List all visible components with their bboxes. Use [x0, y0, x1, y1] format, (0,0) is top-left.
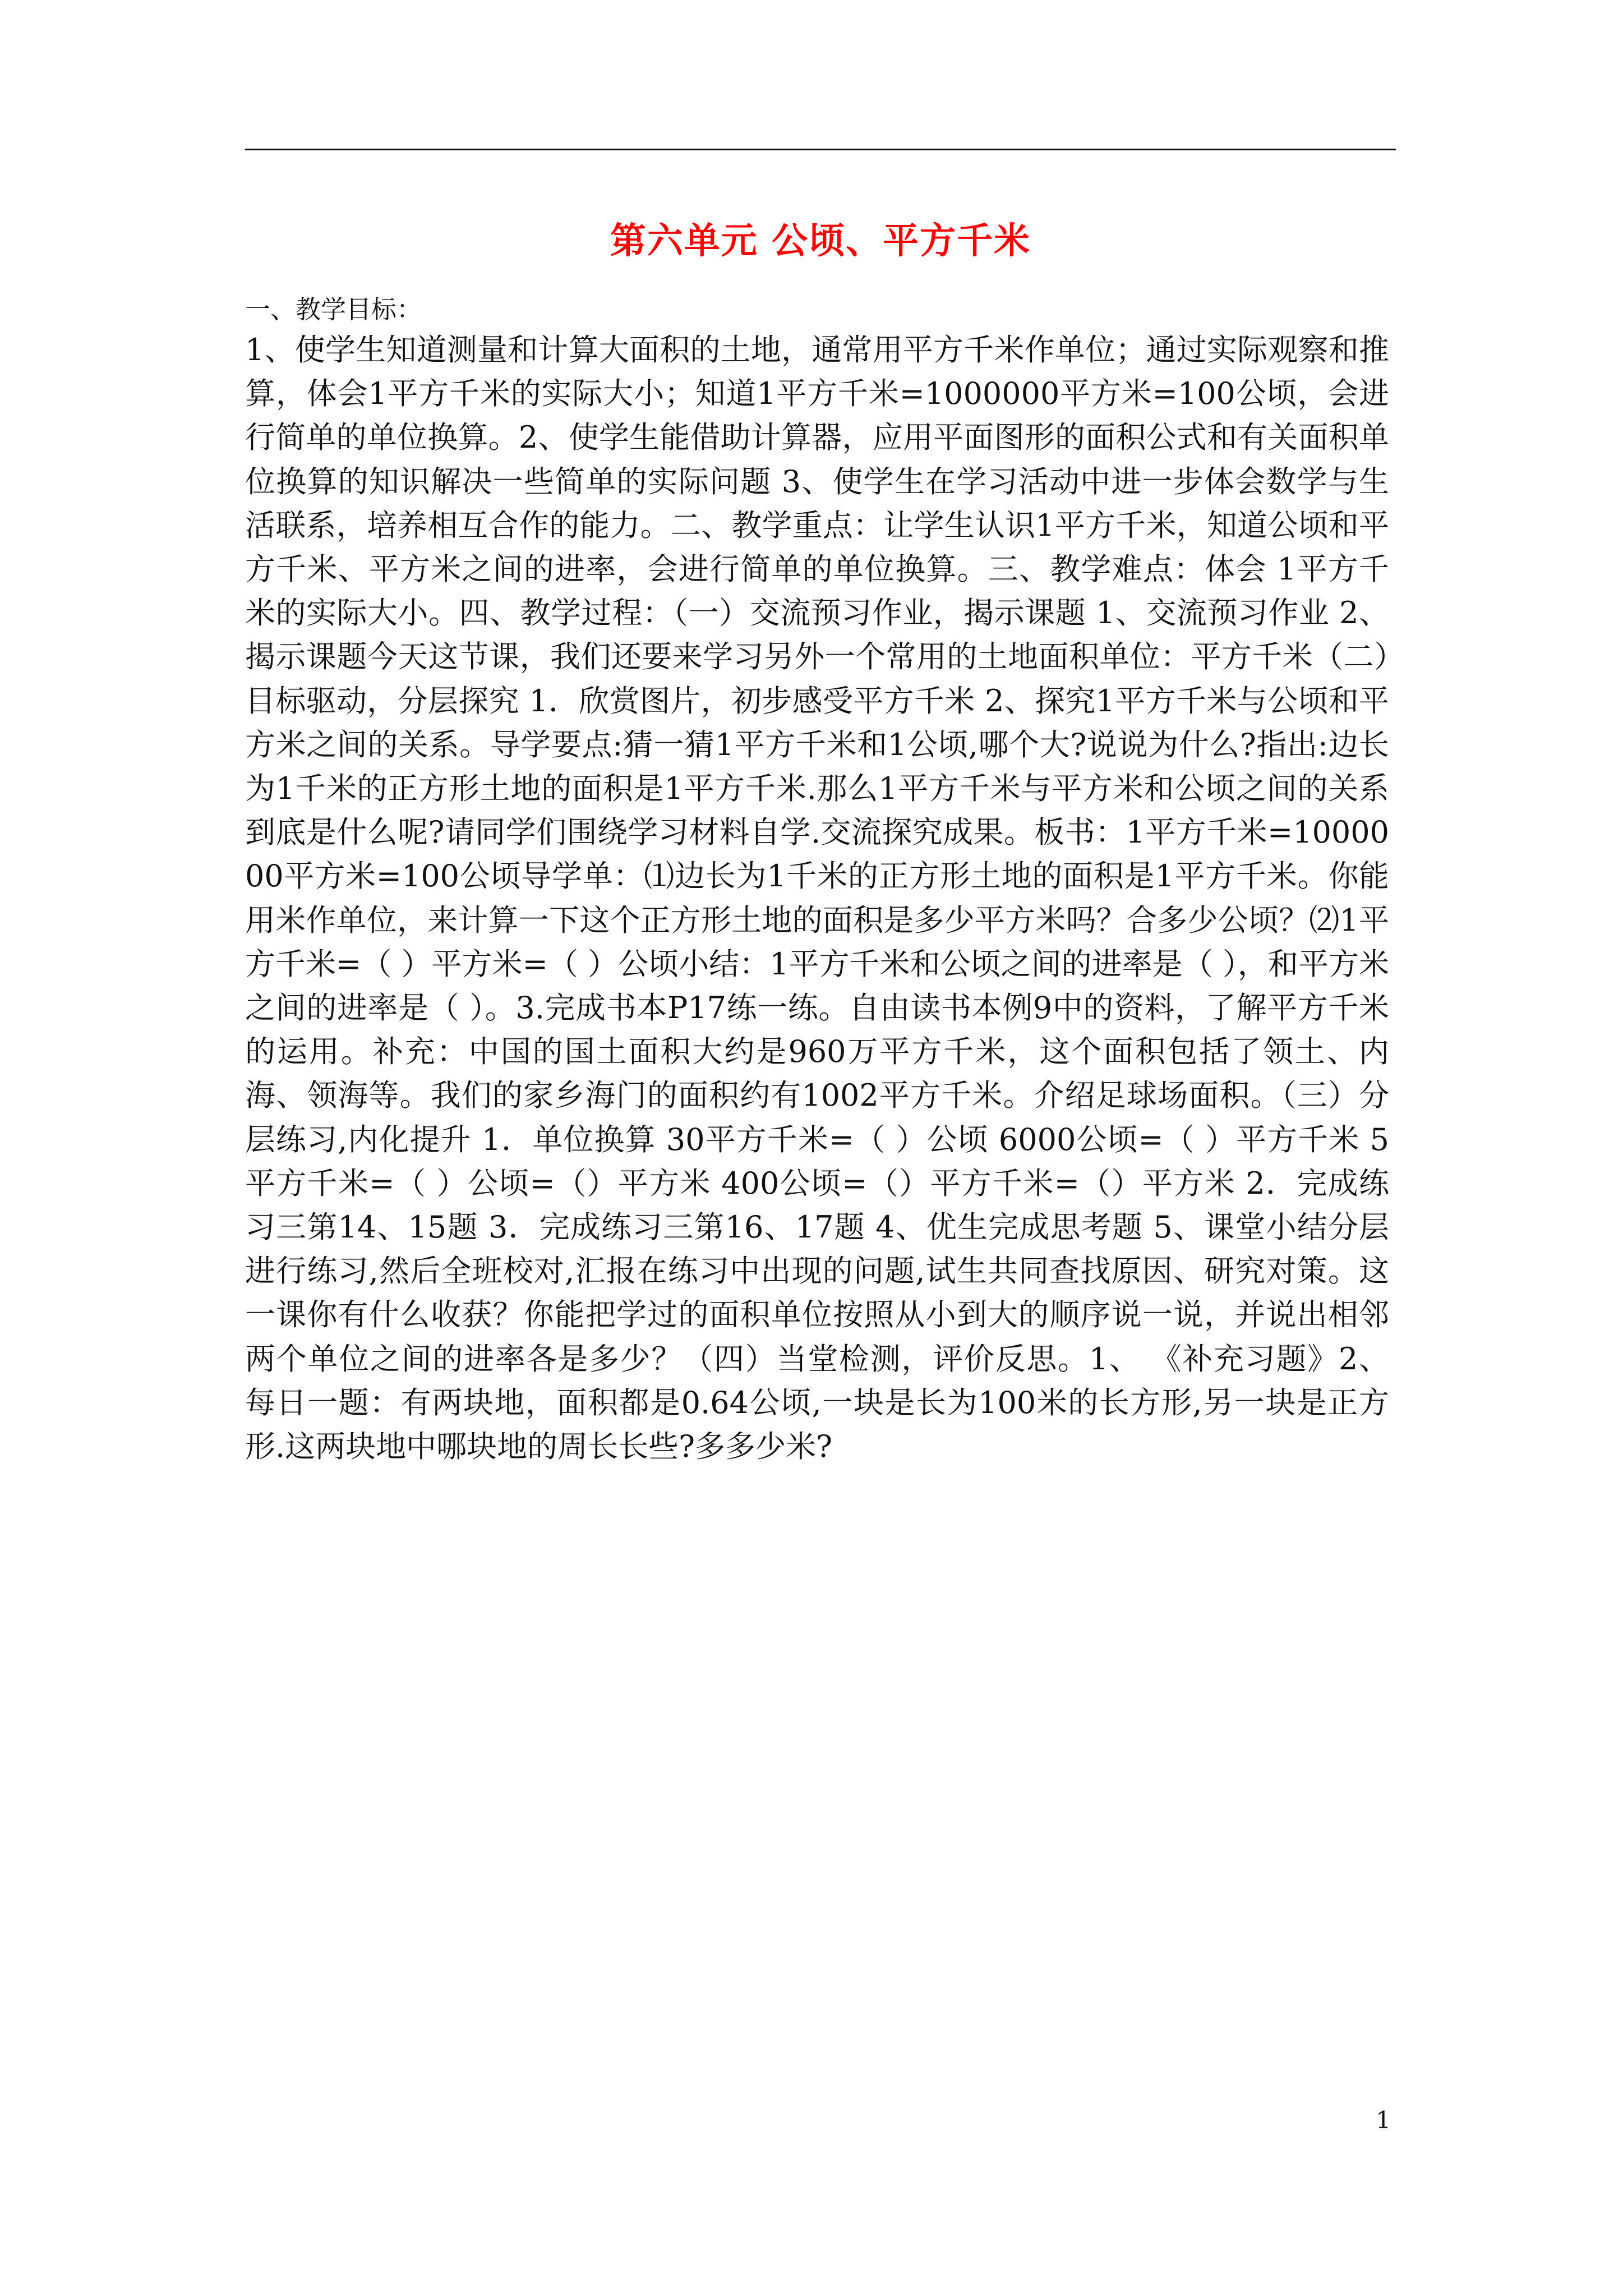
- section-heading: 一、教学目标：: [245, 295, 422, 324]
- header-rule: [245, 149, 1396, 150]
- page-number: 1: [1376, 2106, 1391, 2134]
- body-paragraph: 1、使学生知道测量和计算大面积的土地，通常用平方千米作单位；通过实际观察和推算，体会1平方千米的实际大小；知道1平方千米=1000000平方米=100公顷，会进行简单的单位换算。2、使学生能借助计算器，应用平面图形的面积公式和有关面积单位换算的知识解决一些简单的实际问题 3、使学生在学习活动中进一步体会数学与生活联系，培养相互合作的能力。二、教学重点：让学生认识1平方千米，知道公顷和平方千米、平方米之间的进率，会进行简单的单位换算。三、教学难点：体会 1平方千米的实际大小。四、教学过程：（一）交流预习作业，揭示课题 1、交流预习作业 2、揭示课题今天这节课，我们还要来学习另外一个常用的土地面积单位：平方千米（二）目标驱动，分层探究 1．欣赏图片，初步感受平方千米 2、探究1平方千米与公顷和平方米之间的关系。导学要点:猜一猜1平方千米和1公顷,哪个大?说说为什么?指出:边长为1千米的正方形土地的面积是1平方千米.那么1平方千米与平方米和公顷之间的关系到底是什么呢?请同学们围绕学习材料自学.交流探究成果。板书：1平方千米=1000000平方米=100公顷导学单：⑴边长为1千米的正方形土地的面积是1平方千米。你能用米作单位，来计算一下这个正方形土地的面积是多少平方米吗？合多少公顷？⑵1平方千米=（ ）平方米=（ ）公顷小结：1平方千米和公顷之间的进率是（ ），和平方米之间的进率是（ ）。3.完成书本P17练一练。自由读书本例9中的资料，了解平方千米的运用。补充：中国的国土面积大约是960万平方千米，这个面积包括了领土、内海、领海等。我们的家乡海门的面积约有1002平方千米。介绍足球场面积。（三）分层练习,内化提升 1．单位换算 30平方千米=（ ）公顷 6000公顷=（ ）平方千米 5平方千米=（ ）公顷=（）平方米 400公顷=（）平方千米=（）平方米 2．完成练习三第14、15题 3．完成练习三第16、17题 4、优生完成思考题 5、课堂小结分层进行练习,然后全班校对,汇报在练习中出现的问题,试生共同查找原因、研究对策。这一课你有什么收获？你能把学过的面积单位按照从小到大的顺序说一说，并说出相邻两个单位之间的进率各是多少？（四）当堂检测，评价反思。1、 《补充习题》2、 每日一题：有两块地，面积都是0.64公顷,一块是长为100米的长方形,另一块是正方形.这两块地中哪块地的周长长些?多多少米?: [245, 332, 1389, 1465]
- document-title: 第六单元 公顷、平方千米: [610, 220, 1031, 262]
